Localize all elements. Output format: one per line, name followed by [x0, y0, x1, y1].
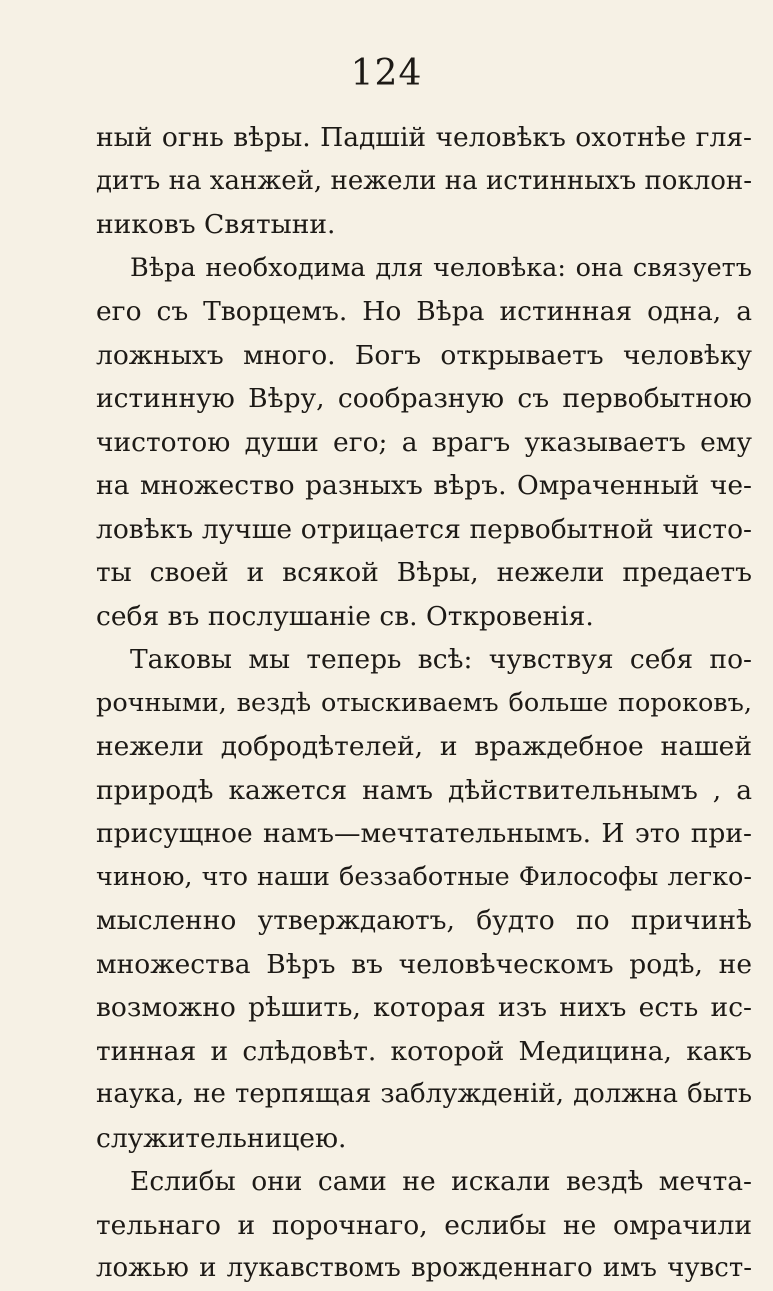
text-line: присущное намъ—мечтательнымъ. И это при-: [96, 818, 752, 849]
text-line: природѣ кажется намъ дѣйствительнымъ , а: [96, 774, 752, 806]
text-line: ложью и лукавствомъ врожденнаго имъ чувст-: [96, 1253, 752, 1283]
text-line: на множество разныхъ вѣръ. Омраченный че-: [96, 470, 752, 501]
text-line: служительницею.: [96, 1122, 347, 1154]
text-line: возможно рѣшить, которая изъ нихъ есть ис-: [96, 992, 752, 1023]
page-number: 124: [350, 53, 423, 94]
text-line: тинная и слѣдовѣт. которой Медицина, какъ: [96, 1035, 752, 1067]
text-line: Вѣра необходима для человѣка: она связуетъ: [130, 252, 752, 283]
text-line: мысленно утверждаютъ, будто по причинѣ: [96, 905, 752, 936]
text-line: его съ Творцемъ. Но Вѣра истинная одна, а: [96, 296, 752, 327]
text-line: нежели добродѣтелей, и враждебное нашей: [96, 731, 752, 762]
text-line: чистотою души его; а врагъ указываетъ ему: [96, 426, 752, 458]
text-line: чиною, что наши беззаботные Философы легко-: [96, 861, 752, 892]
text-line: себя въ послушаніе св. Откровенія.: [96, 600, 594, 632]
body-text: [96, 116, 752, 1291]
text-line: наука, не терпящая заблужденій, должна быть: [96, 1079, 752, 1109]
text-line: Еслибы они сами не искали вездѣ мечта-: [130, 1166, 752, 1197]
text-line: тельнаго и порочнаго, еслибы не омрачили: [96, 1209, 752, 1241]
text-line: рочными, вездѣ отыскиваемъ больше пороковъ,: [96, 687, 752, 718]
text-line: истинную Вѣру, сообразную съ первобытною: [96, 383, 752, 414]
text-line: ложныхъ много. Богъ открываетъ человѣку: [96, 339, 752, 371]
text-line: ты своей и всякой Вѣры, нежели предаетъ: [96, 557, 752, 588]
text-line: ловѣкъ лучше отрицается первобытной чисто-: [96, 513, 752, 545]
text-line: дитъ на ханжей, нежели на истинныхъ поклон-: [96, 165, 752, 196]
text-line: Таковы мы теперь всѣ: чувствуя себя по-: [130, 644, 752, 675]
text-line: ный огнь вѣры. Падшій человѣкъ охотнѣе гля-: [96, 122, 752, 153]
text-line: множества Вѣръ въ человѣческомъ родѣ, не: [96, 948, 752, 980]
text-line: никовъ Святыни.: [96, 209, 336, 240]
